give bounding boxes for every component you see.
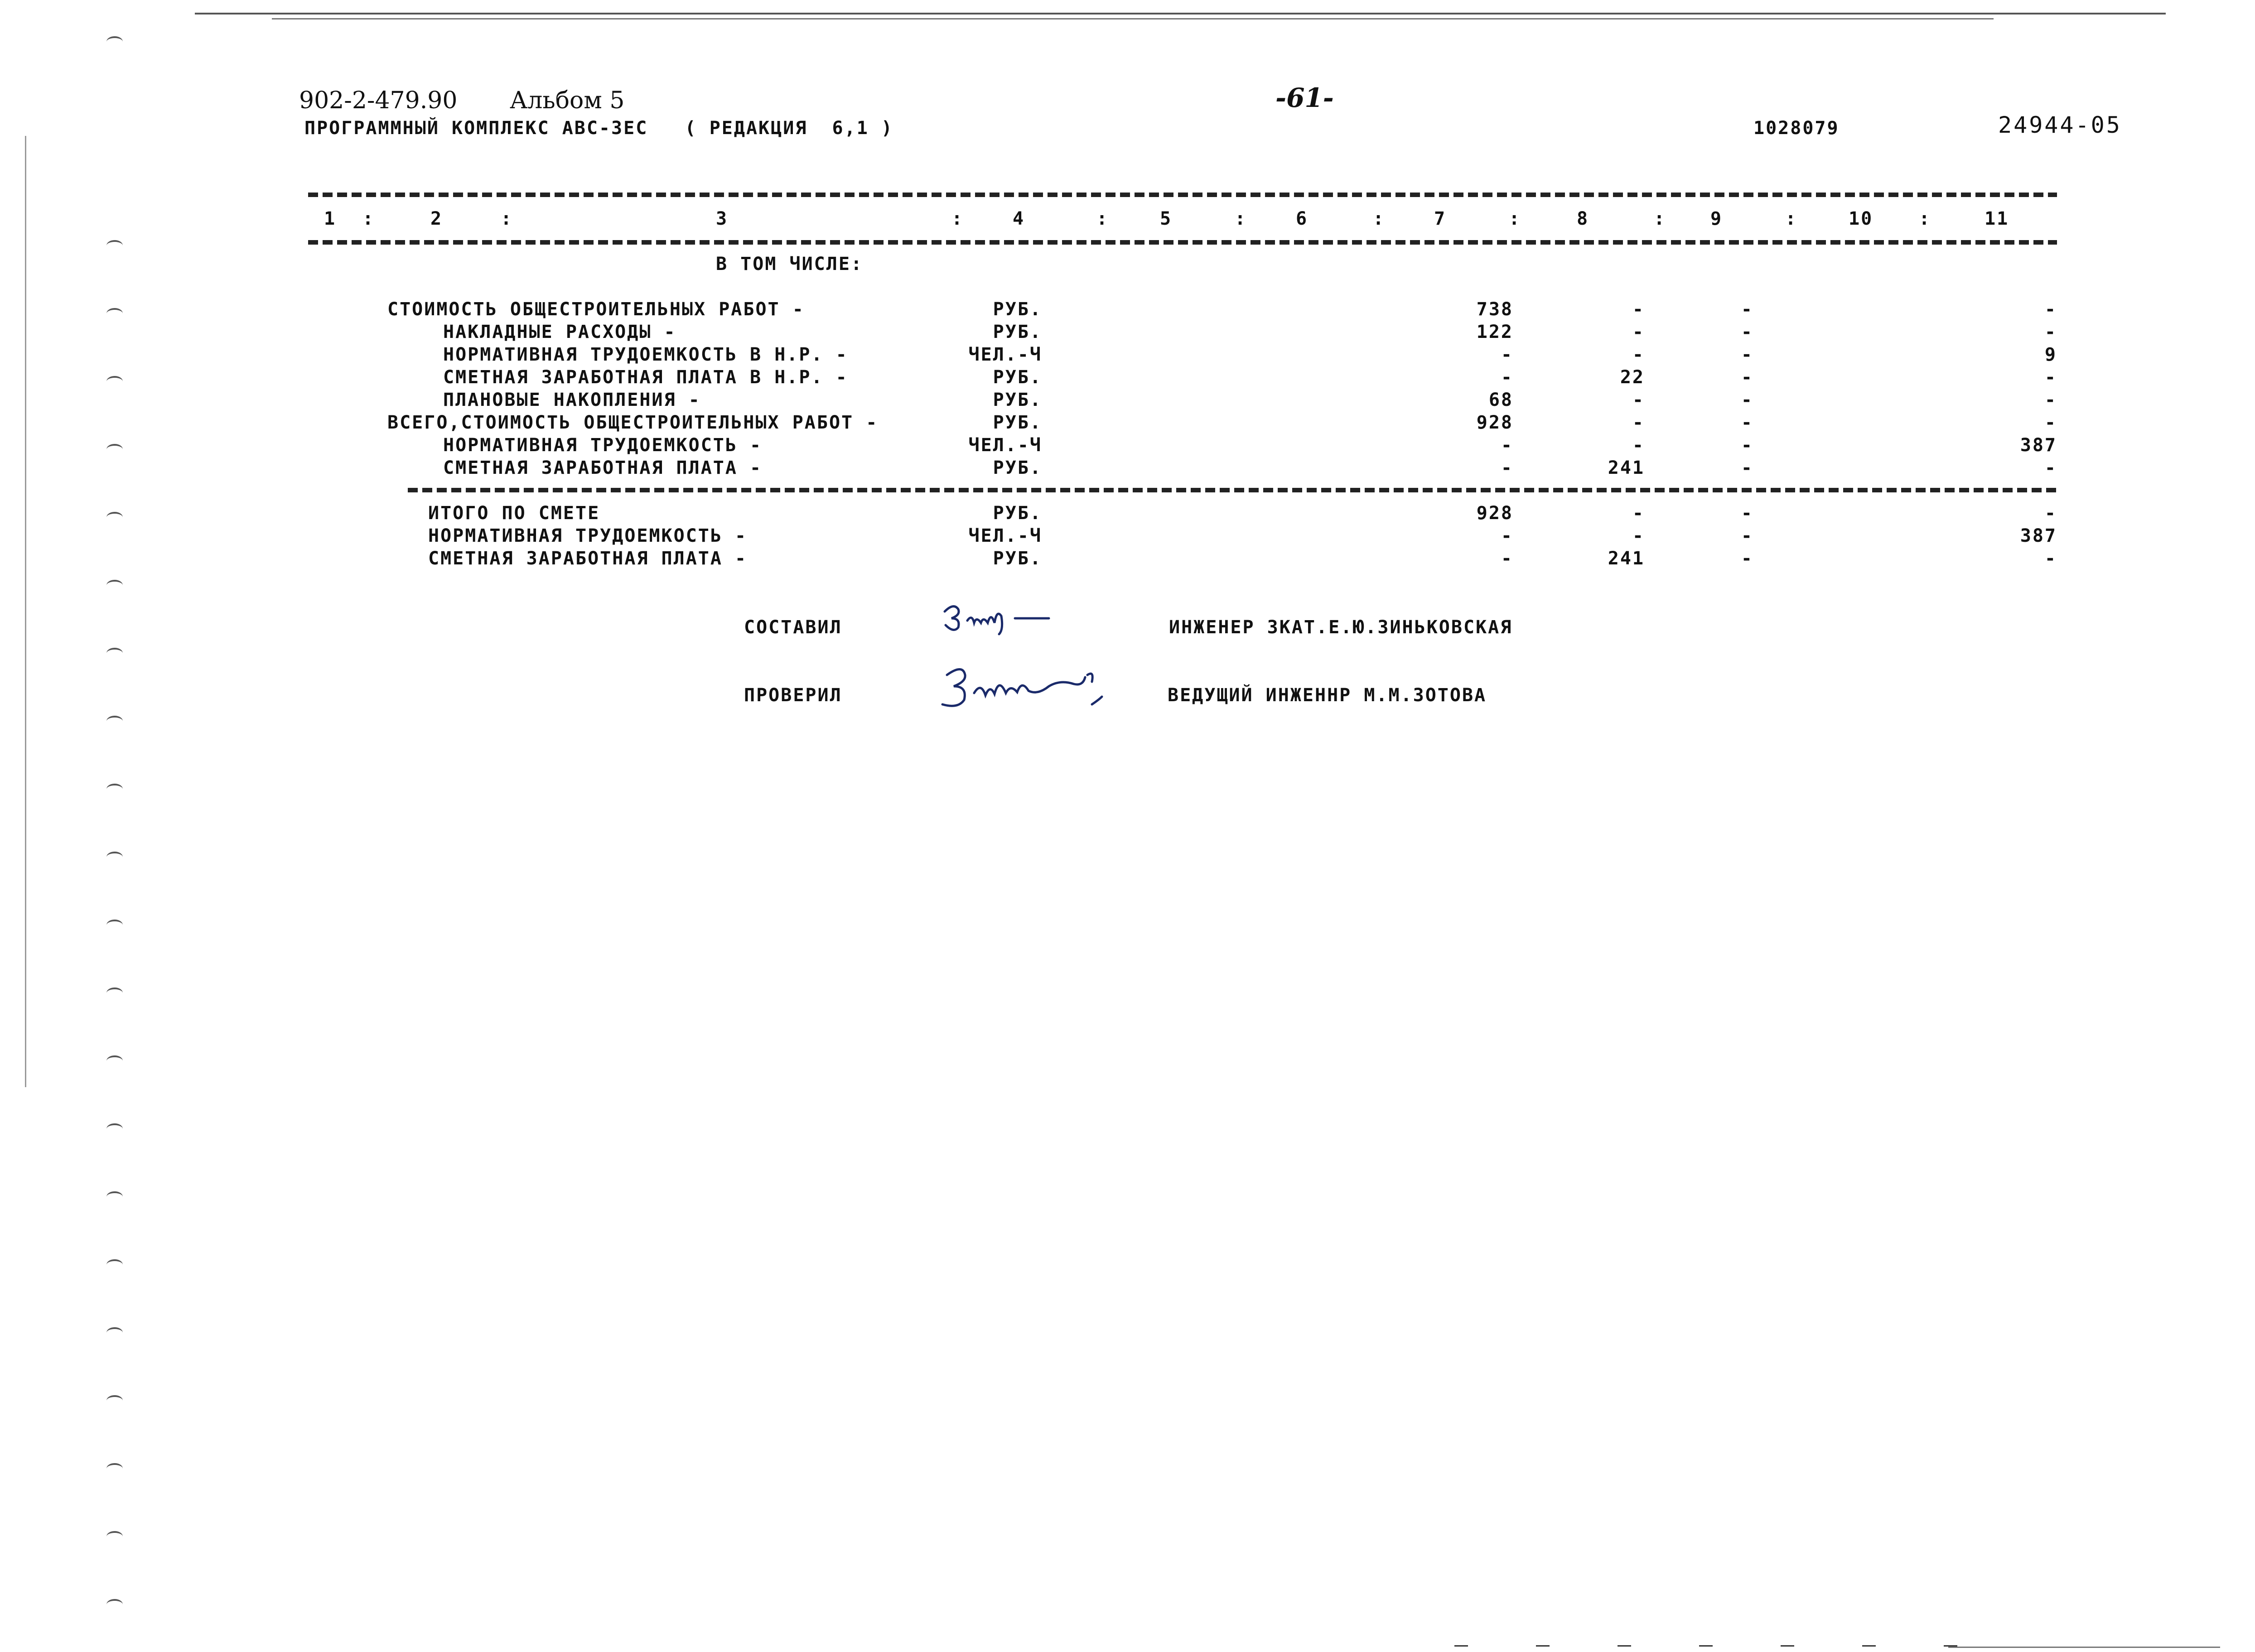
cell-col-11: -	[2044, 367, 2057, 388]
checked-by: ВЕДУЩИЙ ИНЖЕННР М.М.ЗОТОВА	[1168, 685, 1487, 706]
punch-mark	[106, 1327, 123, 1338]
row-unit: РУБ.	[993, 412, 1042, 433]
cell-col-7: 122	[1476, 322, 1513, 342]
column-header-9: 9	[1710, 208, 1723, 229]
bottom-dash	[1699, 1645, 1713, 1647]
bottom-dash	[1781, 1645, 1794, 1647]
column-separator: :	[1919, 208, 1931, 229]
document-number: 1028079	[1753, 118, 1840, 139]
column-separator: :	[501, 208, 513, 229]
cell-col-9: -	[1741, 458, 1753, 478]
cell-col-7: -	[1501, 458, 1513, 478]
cell-col-9: -	[1741, 412, 1753, 433]
bottom-dash	[1618, 1645, 1631, 1647]
bottom-dash	[1862, 1645, 1876, 1647]
cell-col-8: -	[1632, 525, 1645, 546]
cell-col-8: 241	[1608, 548, 1645, 569]
table-header-rule	[308, 240, 2057, 245]
cell-col-11: -	[2044, 390, 2057, 410]
row-label: СТОИМОСТЬ ОБЩЕСТРОИТЕЛЬНЫХ РАБОТ -	[387, 299, 805, 320]
punch-mark	[106, 920, 123, 930]
punch-mark	[106, 376, 123, 387]
row-label: СМЕТНАЯ ЗАРАБОТНАЯ ПЛАТА -	[428, 548, 748, 569]
cell-col-11: 387	[2020, 525, 2057, 546]
cell-col-8: 22	[1620, 367, 1645, 388]
column-header-5: 5	[1160, 208, 1173, 229]
cell-col-7: 928	[1476, 412, 1513, 433]
cell-col-8: -	[1632, 344, 1645, 365]
punch-mark	[106, 1599, 123, 1610]
column-header-8: 8	[1577, 208, 1589, 229]
punch-mark	[106, 1395, 123, 1406]
table-top-rule	[308, 193, 2057, 197]
punch-mark	[106, 1055, 123, 1066]
punch-mark	[106, 580, 123, 591]
checked-signature	[938, 661, 1128, 716]
cell-col-9: -	[1741, 525, 1753, 546]
punch-mark	[106, 784, 123, 795]
sheet-id: 24944-05	[1998, 112, 2122, 138]
column-separator: :	[1373, 208, 1386, 229]
checked-label: ПРОВЕРИЛ	[744, 685, 842, 706]
cell-col-8: -	[1632, 322, 1645, 342]
punch-mark	[106, 444, 123, 455]
row-label: НОРМАТИВНАЯ ТРУДОЕМКОСТЬ В Н.Р. -	[443, 344, 848, 365]
cell-col-7: 68	[1488, 390, 1513, 410]
album-label: Альбом 5	[510, 87, 625, 114]
cell-col-7: 928	[1476, 503, 1513, 524]
cell-col-7: -	[1501, 435, 1513, 456]
row-unit: РУБ.	[993, 458, 1042, 478]
cell-col-9: -	[1741, 344, 1753, 365]
compiled-label: СОСТАВИЛ	[744, 617, 842, 638]
cell-col-11: 9	[2044, 344, 2057, 365]
left-edge-line	[25, 136, 26, 1087]
column-header-2: 2	[430, 208, 443, 229]
punch-mark	[106, 36, 123, 47]
bottom-dash	[1536, 1645, 1550, 1647]
cell-col-11: -	[2044, 412, 2057, 433]
column-header-11: 11	[1985, 208, 2009, 229]
column-header-1: 1	[324, 208, 337, 229]
row-label: ИТОГО ПО СМЕТЕ	[428, 503, 600, 524]
column-separator: :	[1509, 208, 1521, 229]
cell-col-7: -	[1501, 548, 1513, 569]
cell-col-8: -	[1632, 412, 1645, 433]
bottom-edge-rule	[1948, 1647, 2220, 1648]
punch-mark	[106, 852, 123, 862]
column-header-6: 6	[1296, 208, 1309, 229]
column-header-3: 3	[716, 208, 729, 229]
column-header-7: 7	[1434, 208, 1447, 229]
project-code: 902-2-479.90	[299, 87, 458, 114]
row-label: СМЕТНАЯ ЗАРАБОТНАЯ ПЛАТА В Н.Р. -	[443, 367, 848, 388]
row-unit: РУБ.	[993, 322, 1042, 342]
compiled-signature	[940, 598, 1058, 639]
row-label: НАКЛАДНЫЕ РАСХОДЫ -	[443, 322, 676, 342]
cell-col-7: -	[1501, 525, 1513, 546]
cell-col-8: -	[1632, 503, 1645, 524]
top-edge-rule-2	[272, 18, 1994, 19]
cell-col-9: -	[1741, 435, 1753, 456]
cell-col-8: -	[1632, 435, 1645, 456]
cell-col-9: -	[1741, 367, 1753, 388]
punch-mark	[106, 1463, 123, 1474]
punch-mark	[106, 987, 123, 998]
column-header-10: 10	[1849, 208, 1874, 229]
cell-col-8: -	[1632, 390, 1645, 410]
column-separator: :	[362, 208, 375, 229]
top-edge-rule	[195, 13, 2166, 14]
row-unit: РУБ.	[993, 390, 1042, 410]
bottom-dash	[1944, 1645, 1957, 1647]
section-title: В ТОМ ЧИСЛЕ:	[716, 254, 863, 275]
cell-col-8: 241	[1608, 458, 1645, 478]
bottom-dash	[1454, 1645, 1468, 1647]
cell-col-11: 387	[2020, 435, 2057, 456]
program-line: ПРОГРАММНЫЙ КОМПЛЕКС АВС-ЗЕС ( РЕДАКЦИЯ 6,1 )	[304, 118, 893, 139]
cell-col-11: -	[2044, 299, 2057, 320]
punch-mark	[106, 1531, 123, 1542]
punch-mark	[106, 240, 123, 251]
row-unit: РУБ.	[993, 548, 1042, 569]
column-separator: :	[1785, 208, 1798, 229]
punch-mark	[106, 716, 123, 727]
compiled-by: ИНЖЕНЕР ЗКАТ.Е.Ю.ЗИНЬКОВСКАЯ	[1169, 617, 1513, 638]
row-label: НОРМАТИВНАЯ ТРУДОЕМКОСТЬ -	[428, 525, 748, 546]
row-unit: ЧЕЛ.-Ч	[968, 435, 1042, 456]
column-separator: :	[1096, 208, 1109, 229]
cell-col-11: -	[2044, 503, 2057, 524]
row-label: ПЛАНОВЫЕ НАКОПЛЕНИЯ -	[443, 390, 701, 410]
cell-col-9: -	[1741, 548, 1753, 569]
punch-mark	[106, 648, 123, 659]
cell-col-7: -	[1501, 367, 1513, 388]
punch-mark	[106, 512, 123, 523]
punch-mark	[106, 1123, 123, 1134]
punch-mark	[106, 1259, 123, 1270]
cell-col-7: 738	[1476, 299, 1513, 320]
punch-mark	[106, 308, 123, 319]
page-number: -61-	[1275, 82, 1334, 113]
row-unit: ЧЕЛ.-Ч	[968, 344, 1042, 365]
row-unit: РУБ.	[993, 503, 1042, 524]
row-unit: ЧЕЛ.-Ч	[968, 525, 1042, 546]
row-label: НОРМАТИВНАЯ ТРУДОЕМКОСТЬ -	[443, 435, 763, 456]
cell-col-9: -	[1741, 299, 1753, 320]
column-separator: :	[951, 208, 964, 229]
column-header-4: 4	[1013, 208, 1025, 229]
cell-col-11: -	[2044, 322, 2057, 342]
cell-col-9: -	[1741, 503, 1753, 524]
cell-col-8: -	[1632, 299, 1645, 320]
cell-col-9: -	[1741, 322, 1753, 342]
cell-col-9: -	[1741, 390, 1753, 410]
column-separator: :	[1654, 208, 1666, 229]
totals-rule	[408, 488, 2057, 492]
cell-col-7: -	[1501, 344, 1513, 365]
punch-mark	[106, 1191, 123, 1202]
cell-col-11: -	[2044, 548, 2057, 569]
row-label: СМЕТНАЯ ЗАРАБОТНАЯ ПЛАТА -	[443, 458, 763, 478]
column-separator: :	[1235, 208, 1247, 229]
cell-col-11: -	[2044, 458, 2057, 478]
row-unit: РУБ.	[993, 299, 1042, 320]
row-unit: РУБ.	[993, 367, 1042, 388]
row-label: ВСЕГО,СТОИМОСТЬ ОБЩЕСТРОИТЕЛЬНЫХ РАБОТ -	[387, 412, 879, 433]
